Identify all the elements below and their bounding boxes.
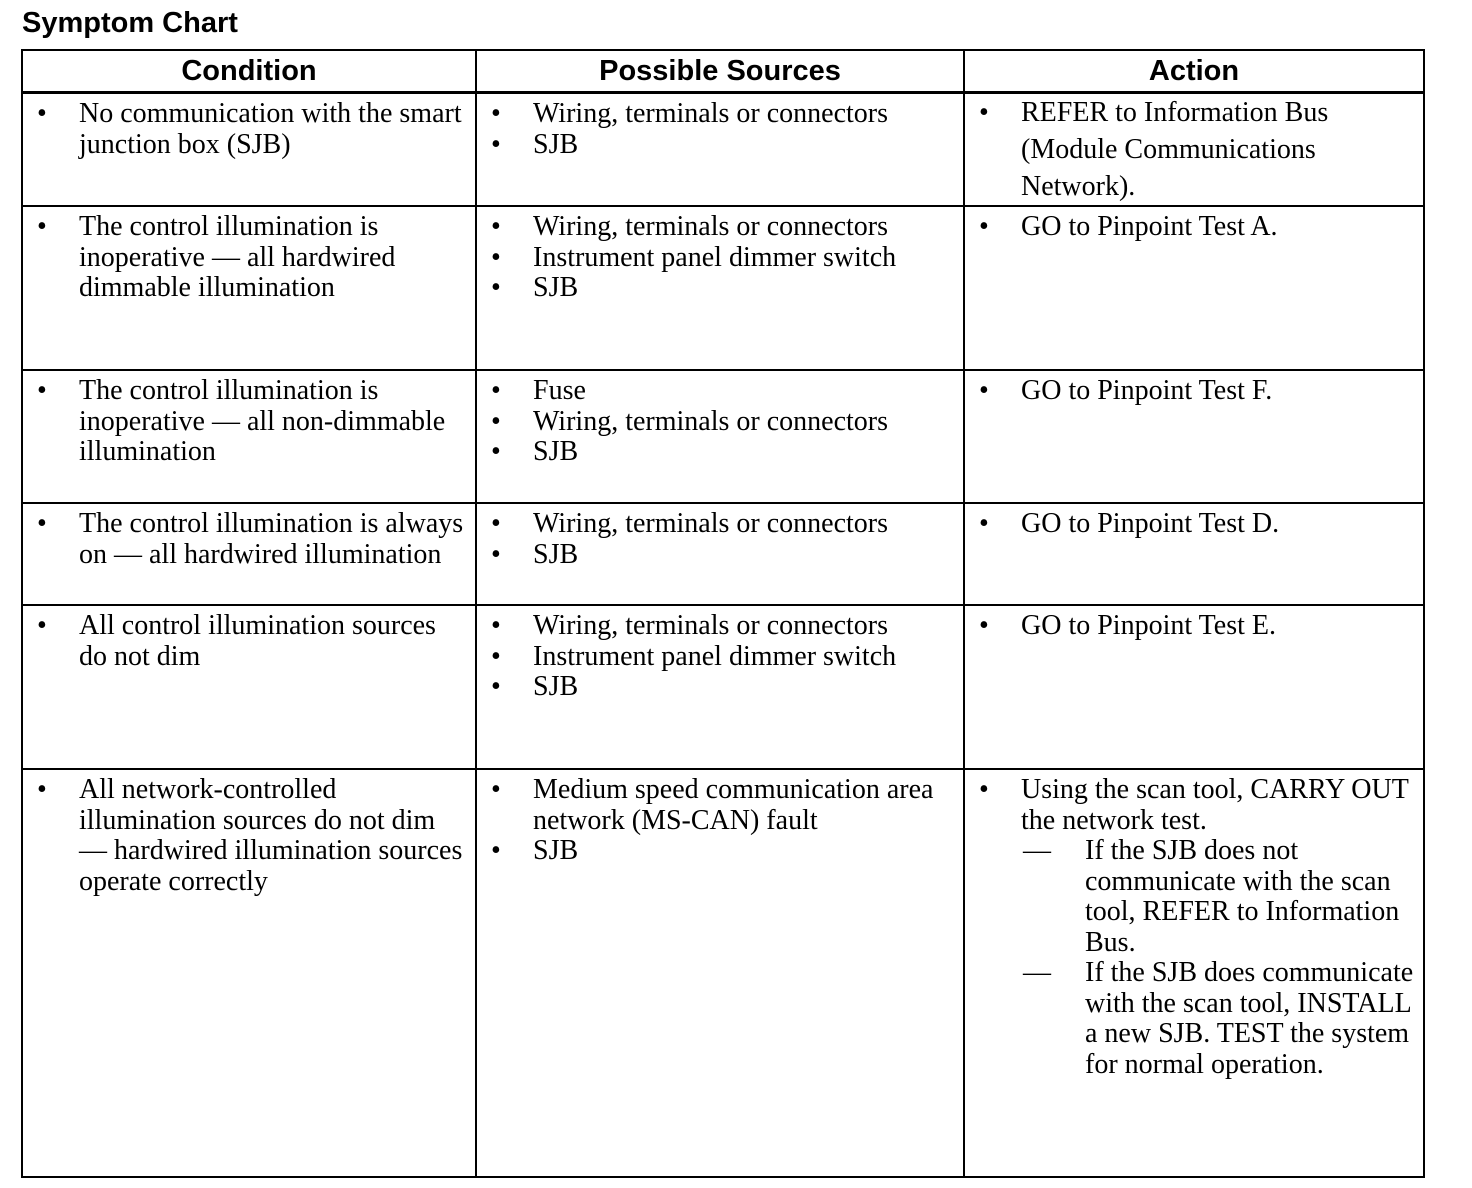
source-item: • SJB: [477, 437, 955, 468]
source-item: • SJB: [477, 836, 955, 867]
condition-text: • The control illumination is always on — all hardwired illumination: [23, 509, 467, 570]
condition-cell: [22, 503, 476, 605]
action-text: • REFER to Information Bus (Module Communications Network).: [965, 94, 1415, 205]
table-row: [22, 370, 1424, 503]
condition-cell: [22, 206, 476, 370]
action-text: Using the scan tool, CARRY OUT the network test.: [1021, 774, 1409, 836]
action-subitem: — If the SJB does not communicate with the scan tool, REFER to Information Bus.: [1021, 836, 1415, 958]
action-cell: [964, 503, 1424, 605]
source-item: • Wiring, terminals or connectors: [477, 212, 955, 243]
action-text: • GO to Pinpoint Test A.: [965, 212, 1415, 243]
condition-cell: [22, 769, 476, 1177]
condition-cell: [22, 605, 476, 769]
condition-cell: [22, 93, 476, 207]
column-header-condition: Condition: [22, 50, 476, 93]
table-row: [22, 503, 1424, 605]
source-item: • Wiring, terminals or connectors: [477, 407, 955, 438]
symptom-chart-table: [21, 49, 1425, 1178]
column-header-possible-sources: Possible Sources: [476, 50, 964, 93]
action-text: • GO to Pinpoint Test E.: [965, 611, 1415, 642]
source-item: • Wiring, terminals or connectors: [477, 99, 955, 130]
source-item: • SJB: [477, 273, 955, 304]
table-row: [22, 769, 1424, 1177]
action-subitems: [1021, 836, 1415, 1080]
sources-cell: [476, 503, 964, 605]
action-cell: [964, 93, 1424, 207]
sources-cell: [476, 605, 964, 769]
source-item: • Wiring, terminals or connectors: [477, 509, 955, 540]
source-item: • Medium speed communication area network (MS-CAN) fault: [477, 775, 955, 836]
action-text: • GO to Pinpoint Test D.: [965, 509, 1415, 540]
action-subitem: — If the SJB does communicate with the scan tool, INSTALL a new SJB. TEST the system for normal operation.: [1021, 958, 1415, 1080]
action-cell: [964, 370, 1424, 503]
source-item: • SJB: [477, 130, 955, 161]
sources-cell: [476, 370, 964, 503]
table-row: [22, 605, 1424, 769]
condition-text: • The control illumination is inoperative — all hardwired dimmable illumination: [23, 212, 467, 304]
action-cell: [964, 605, 1424, 769]
sources-cell: [476, 93, 964, 207]
source-item: • Wiring, terminals or connectors: [477, 611, 955, 642]
source-item: • Instrument panel dimmer switch: [477, 642, 955, 673]
page-title: Symptom Chart: [22, 7, 238, 39]
source-item: • SJB: [477, 540, 955, 571]
action-item: [965, 775, 1415, 1080]
sources-cell: [476, 769, 964, 1177]
source-item: • Fuse: [477, 376, 955, 407]
condition-text: • No communication with the smart junction box (SJB): [23, 99, 467, 160]
source-item: • SJB: [477, 672, 955, 703]
action-text: • GO to Pinpoint Test F.: [965, 376, 1415, 407]
table-header-row: [22, 50, 1424, 93]
condition-cell: [22, 370, 476, 503]
action-cell: [964, 206, 1424, 370]
column-header-action: Action: [964, 50, 1424, 93]
condition-text: • The control illumination is inoperative — all non-dimmable illumination: [23, 376, 467, 468]
condition-text: • All network-controlled illumination sources do not dim — hardwired illumination sources operate correctly: [23, 775, 467, 897]
action-cell: [964, 769, 1424, 1177]
condition-text: • All control illumination sources do not dim: [23, 611, 467, 672]
source-item: • Instrument panel dimmer switch: [477, 243, 955, 274]
table-row: [22, 93, 1424, 207]
table-row: [22, 206, 1424, 370]
sources-cell: [476, 206, 964, 370]
